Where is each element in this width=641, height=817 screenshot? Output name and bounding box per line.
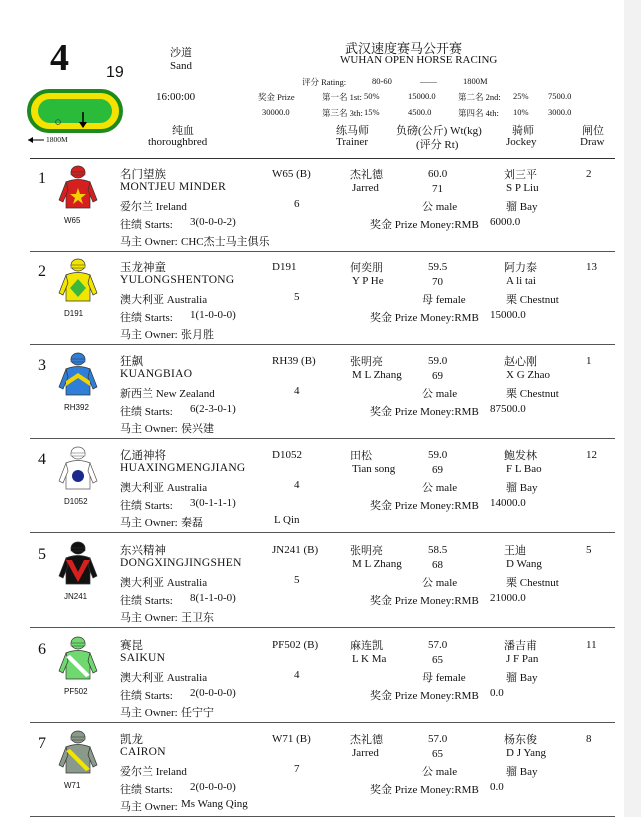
horse-code: D1052	[272, 449, 302, 461]
jockey-cn: 刘三平	[504, 169, 537, 181]
horse-origin: 澳大利亚 Australia	[120, 482, 208, 494]
prize-money-value: 21000.0	[490, 592, 526, 604]
prize-money-value: 6000.0	[490, 216, 521, 228]
third-pct: 15%	[364, 107, 380, 117]
jockey-silks-icon	[58, 540, 98, 591]
row-divider	[30, 344, 615, 345]
trainer-en: L K Ma	[352, 653, 387, 665]
owner-label: 马主 Owner:	[120, 707, 178, 719]
jockey-silks-icon	[58, 445, 98, 496]
sex: 公 male	[422, 388, 458, 400]
sex: 公 male	[422, 201, 458, 213]
second-label: 第二名 2nd:	[458, 92, 501, 102]
trainer-en: Y P He	[352, 275, 384, 287]
horse-code: W71 (B)	[272, 733, 311, 745]
jockey-en: D Wang	[506, 558, 542, 570]
col-jockey-en: Jockey	[506, 136, 537, 148]
owner-name: 秦磊	[181, 517, 203, 529]
row-divider	[30, 532, 615, 533]
jockey-silks-icon	[58, 351, 98, 402]
owner-label: 马主 Owner:	[120, 801, 178, 813]
horse-name-cn: 凯龙	[120, 734, 143, 746]
starts-value: 2(0-0-0-0)	[190, 687, 236, 699]
draw: 12	[586, 449, 597, 461]
horse-code: JN241 (B)	[272, 544, 319, 556]
trainer-en: M L Zhang	[352, 369, 402, 381]
horse-origin: 新西兰 New Zealand	[120, 388, 215, 400]
rating-value: 80-60	[372, 76, 392, 86]
owner-label: 马主 Owner:	[120, 517, 178, 529]
horse-name-en: YULONGSHENTONG	[120, 274, 235, 286]
owner-label: 马主 Owner:	[120, 423, 178, 435]
owner-name: 王卫东	[181, 612, 214, 624]
prize-money-label: 奖金 Prize Money:RMB	[370, 595, 479, 607]
trainer-cn: 杰礼德	[350, 734, 383, 746]
race-sub-number: 19	[106, 64, 124, 81]
horse-code: W65 (B)	[272, 168, 311, 180]
horse-number: 7	[38, 735, 46, 752]
trainer-en: Tian song	[352, 463, 396, 475]
horse-number: 6	[38, 641, 46, 658]
row-divider	[30, 722, 615, 723]
third-label: 第三名 3th:	[322, 108, 363, 118]
silk-code: JN241	[64, 592, 88, 601]
silk-code: W71	[64, 781, 81, 790]
jockey-cn: 潘吉甫	[504, 640, 537, 652]
rating: 71	[432, 183, 443, 195]
trainer-cn: 田松	[350, 450, 372, 462]
trainer-en: Jarred	[352, 182, 379, 194]
weight: 58.5	[428, 544, 448, 556]
track-distance: 1800M	[46, 135, 68, 144]
prize-money-value: 14000.0	[490, 497, 526, 509]
horse-color: 骝 Bay	[506, 766, 538, 778]
prize-money-label: 奖金 Prize Money:RMB	[370, 500, 479, 512]
starts-value: 2(0-0-0-0)	[190, 781, 236, 793]
jockey-en: S P Liu	[506, 182, 539, 194]
horse-code: RH39 (B)	[272, 355, 316, 367]
draw: 8	[586, 733, 592, 745]
silk-code: RH392	[64, 403, 89, 412]
bloodline-cn: 纯血	[172, 125, 194, 137]
rating: 69	[432, 464, 443, 476]
track-diagram-icon	[26, 88, 136, 149]
col-jockey-cn: 骑师	[512, 125, 534, 137]
horse-color: 栗 Chestnut	[506, 294, 559, 306]
horse-age: 5	[294, 574, 300, 586]
starts-value: 8(1-1-0-0)	[190, 592, 236, 604]
horse-code: D191	[272, 261, 297, 273]
starts-value: 1(1-0-0-0)	[190, 309, 236, 321]
silk-code: PF502	[64, 687, 88, 696]
starts-label: 往绩 Starts:	[120, 312, 173, 324]
fourth-pct: 10%	[513, 107, 529, 117]
horse-name-cn: 名门望族	[120, 169, 166, 181]
header-divider	[30, 158, 615, 159]
horse-color: 骝 Bay	[506, 201, 538, 213]
draw: 11	[586, 639, 597, 651]
trainer-en: M L Zhang	[352, 558, 402, 570]
col-draw-cn: 闸位	[582, 125, 604, 137]
horse-name-en: HUAXINGMENGJIANG	[120, 462, 246, 474]
sex: 公 male	[422, 482, 458, 494]
owner-name: 侯兴建	[181, 423, 214, 435]
col-draw-en: Draw	[580, 136, 605, 148]
horse-name-en: SAIKUN	[120, 652, 166, 664]
rating: 65	[432, 748, 443, 760]
trainer-cn: 杰礼德	[350, 169, 383, 181]
prize-money-label: 奖金 Prize Money:RMB	[370, 690, 479, 702]
horse-name-cn: 玉龙神童	[120, 262, 166, 274]
dot-icon	[72, 470, 84, 482]
owner-extra: L Qin	[274, 514, 300, 526]
horse-origin: 澳大利亚 Australia	[120, 577, 208, 589]
jockey-en: A li tai	[506, 275, 536, 287]
horse-name-en: CAIRON	[120, 746, 166, 758]
horse-name-cn: 亿通神将	[120, 450, 166, 462]
jockey-silks-icon	[58, 164, 98, 215]
jockey-cn: 鲍发林	[504, 450, 537, 462]
prize-label: 奖金 Prize	[258, 92, 295, 102]
trainer-cn: 何奕朋	[350, 262, 383, 274]
first-label: 第一名 1st:	[322, 92, 362, 102]
horse-color: 骝 Bay	[506, 672, 538, 684]
jockey-en: J F Pan	[506, 653, 539, 665]
title-cn: 武汉速度赛马公开赛	[345, 41, 463, 56]
starts-value: 6(2-3-0-1)	[190, 403, 236, 415]
draw: 2	[586, 168, 592, 180]
horse-age: 4	[294, 385, 300, 397]
starts-label: 往绩 Starts:	[120, 406, 173, 418]
starts-value: 3(0-0-0-2)	[190, 216, 236, 228]
prize-money-value: 0.0	[490, 687, 504, 699]
owner-label: 马主 Owner:	[120, 612, 178, 624]
prize-money-label: 奖金 Prize Money:RMB	[370, 784, 479, 796]
rating: 70	[432, 276, 443, 288]
weight: 57.0	[428, 639, 448, 651]
prize-money-label: 奖金 Prize Money:RMB	[370, 406, 479, 418]
sex: 公 male	[422, 766, 458, 778]
silk-code: D1052	[64, 497, 88, 506]
horse-origin: 爱尔兰 Ireland	[120, 201, 187, 213]
trainer-en: Jarred	[352, 747, 379, 759]
jockey-cn: 赵心刚	[504, 356, 537, 368]
horse-age: 5	[294, 291, 300, 303]
starts-label: 往绩 Starts:	[120, 690, 173, 702]
trainer-cn: 张明亮	[350, 356, 383, 368]
row-divider	[30, 627, 615, 628]
prize-money-value: 15000.0	[490, 309, 526, 321]
owner-name: 张月胜	[181, 329, 214, 341]
horse-name-cn: 东兴精神	[120, 545, 166, 557]
draw: 13	[586, 261, 597, 273]
jockey-silks-icon	[58, 635, 98, 686]
horse-age: 4	[294, 669, 300, 681]
prize-total: 30000.0	[262, 107, 290, 117]
horse-number: 2	[38, 263, 46, 280]
distance: 1800M	[463, 76, 488, 86]
second-pct: 25%	[513, 91, 529, 101]
horse-color: 栗 Chestnut	[506, 388, 559, 400]
jockey-silks-icon	[58, 257, 98, 308]
rating-label: 评分 Rating:	[302, 77, 347, 87]
starts-label: 往绩 Starts:	[120, 500, 173, 512]
horse-number: 4	[38, 451, 46, 468]
starts-value: 3(0-1-1-1)	[190, 497, 236, 509]
sex: 母 female	[422, 294, 466, 306]
prize-money-label: 奖金 Prize Money:RMB	[370, 312, 479, 324]
horse-name-cn: 狂飙	[120, 356, 143, 368]
owner-name: 任宁宁	[181, 707, 214, 719]
jockey-en: F L Bao	[506, 463, 542, 475]
horse-name-en: MONTJEU MINDER	[120, 181, 227, 193]
col-trainer-cn: 练马师	[336, 125, 369, 137]
third-amt: 4500.0	[408, 107, 432, 117]
col-weight-en: (评分 Rt)	[416, 139, 459, 151]
fourth-label: 第四名 4th:	[458, 108, 499, 118]
horse-number: 3	[38, 357, 46, 374]
rating: 69	[432, 370, 443, 382]
owner-name: Ms Wang Qing	[181, 798, 248, 810]
weight: 59.0	[428, 449, 448, 461]
rating-dash: ____	[420, 74, 437, 84]
jockey-cn: 杨东俊	[504, 734, 537, 746]
col-weight-cn: 负磅(公斤) Wt(kg)	[396, 125, 482, 137]
draw: 5	[586, 544, 592, 556]
surface-en: Sand	[170, 60, 192, 72]
weight: 60.0	[428, 168, 448, 180]
starts-label: 往绩 Starts:	[120, 784, 173, 796]
race-time: 16:00:00	[156, 91, 196, 103]
silk-code: W65	[64, 216, 81, 225]
fourth-amt: 3000.0	[548, 107, 572, 117]
jockey-cn: 王迪	[504, 545, 526, 557]
horse-origin: 爱尔兰 Ireland	[120, 766, 187, 778]
rating: 65	[432, 654, 443, 666]
bloodline-en: thoroughbred	[148, 136, 208, 148]
horse-number: 1	[38, 170, 46, 187]
horse-color: 骝 Bay	[506, 482, 538, 494]
trainer-cn: 麻连凯	[350, 640, 383, 652]
jockey-en: X G Zhao	[506, 369, 550, 381]
horse-code: PF502 (B)	[272, 639, 319, 651]
weight: 59.0	[428, 355, 448, 367]
horse-name-en: KUANGBIAO	[120, 368, 193, 380]
jockey-silks-icon	[58, 729, 98, 780]
jockey-cn: 阿力泰	[504, 262, 537, 274]
draw: 1	[586, 355, 592, 367]
trainer-cn: 张明亮	[350, 545, 383, 557]
owner-label: 马主 Owner:	[120, 329, 178, 341]
row-divider	[30, 438, 615, 439]
row-divider	[30, 251, 615, 252]
weight: 59.5	[428, 261, 448, 273]
surface-cn: 沙道	[170, 47, 192, 59]
horse-origin: 澳大利亚 Australia	[120, 672, 208, 684]
rating: 68	[432, 559, 443, 571]
prize-money-label: 奖金 Prize Money:RMB	[370, 219, 479, 231]
owner-name: CHC杰士马主俱乐	[181, 236, 270, 248]
starts-label: 往绩 Starts:	[120, 595, 173, 607]
horse-name-cn: 赛昆	[120, 640, 143, 652]
horse-name-en: DONGXINGJINGSHEN	[120, 557, 242, 569]
starts-label: 往绩 Starts:	[120, 219, 173, 231]
weight: 57.0	[428, 733, 448, 745]
jockey-en: D J Yang	[506, 747, 547, 759]
sex: 公 male	[422, 577, 458, 589]
sex: 母 female	[422, 672, 466, 684]
horse-age: 4	[294, 479, 300, 491]
horse-age: 6	[294, 198, 300, 210]
first-amt: 15000.0	[408, 91, 436, 101]
horse-origin: 澳大利亚 Australia	[120, 294, 208, 306]
prize-money-value: 0.0	[490, 781, 504, 793]
horse-number: 5	[38, 546, 46, 563]
horse-age: 7	[294, 763, 300, 775]
title-en: WUHAN OPEN HORSE RACING	[340, 54, 498, 66]
first-pct: 50%	[364, 91, 380, 101]
col-trainer-en: Trainer	[336, 136, 368, 148]
silk-code: D191	[64, 309, 84, 318]
second-amt: 7500.0	[548, 91, 572, 101]
race-number: 4	[50, 37, 69, 79]
horse-color: 栗 Chestnut	[506, 577, 559, 589]
prize-money-value: 87500.0	[490, 403, 526, 415]
owner-label: 马主 Owner:	[120, 236, 178, 248]
page-edge	[624, 0, 641, 817]
